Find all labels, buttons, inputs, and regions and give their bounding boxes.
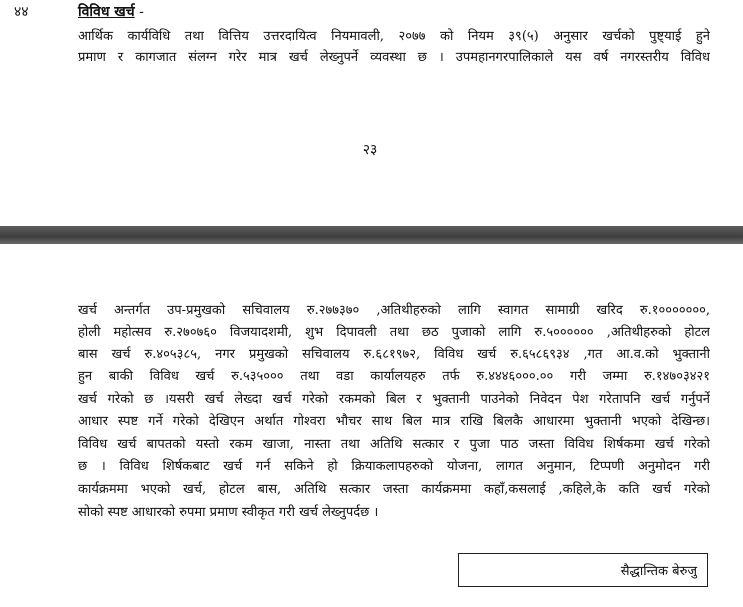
- body-line: खर्च गरेको छ ।यसरी खर्च लेख्दा खर्च गरेको रकमको बिल र भुक्तानी पाउनेको निवेदन पेश गरेतापनि खर्च गर्नुपर्ने: [78, 392, 710, 407]
- body-line: खर्च अन्तर्गत उप-प्रमुखको सचिवालय रु.२७७३७० ,अतिथीहरुको लागि स्वागत सामाग्री खरिद रु.१०००००००,: [78, 303, 710, 318]
- body-line-last: सोको स्पष्ट आधारको रुपमा प्रमाण स्वीकृत गरी खर्च लेख्नुपर्दछ ।: [78, 505, 379, 520]
- page-break-gap: [0, 226, 743, 244]
- section-heading-title: विविध खर्च: [78, 4, 135, 20]
- document-page-top: [0, 0, 743, 226]
- boxed-label: [458, 553, 708, 587]
- body-line: आधार स्पष्ट गर्ने गरेको देखिएन अर्थात गोश्वरा भौचर साथ बिल मात्र राखि बिलकै आधारमा भुक्तानी भएको देखिन्छ।: [78, 414, 710, 429]
- boxed-label-text: सैद्धान्तिक बेरुजु: [620, 564, 697, 579]
- body-line: हुन बाकी विविध खर्च रु.५३५००० तथा वडा कार्यालयहरु तर्फ रु.४४४६०००.०० गरी जम्मा रु.१४७०३४२१: [78, 369, 710, 384]
- body-line: होली महोत्सव रु.२७०७६० विजयादशमी, शुभ दिपावली तथा छठ पुजाको लागि रु.५०००००० ,अतिथीहरुको होटल: [78, 325, 710, 340]
- section-heading: [78, 2, 144, 21]
- section-heading-suffix: -: [134, 4, 144, 20]
- page-number: २३: [362, 142, 378, 158]
- body-line: कार्यक्रममा भएको खर्च, होटल बास, अतिथि सत्कार जस्ता कार्यक्रममा कहाँ,कसलाई ,कहिले,के कति खर्च गरेको: [78, 482, 710, 497]
- paragraph-number: ४४: [14, 4, 29, 20]
- body-line: बास खर्च रु.४०५३८५, नगर प्रमुखको सचिवालय रु.६८१९७२, विविध खर्च रु.६५८६९३४ ,गत आ.व.को भुक्तानी: [78, 347, 710, 362]
- body-line: छ । विविध शिर्षकबाट खर्च गर्न सकिने हो क्रियाकलापहरुको योजना, लागत अनुमान, टिप्पणी अनुमोदन गरी: [78, 459, 710, 474]
- body-line: आर्थिक कार्यविधि तथा वित्तिय उत्तरदायित्व नियमावली, २०७७ को नियम ३९(५) अनुसार खर्चको पुष्ट्याई हुने: [78, 29, 710, 44]
- body-line: प्रमाण र कागजात संलग्न गरेर मात्र खर्च लेख्नुपर्ने व्यवस्था छ । उपमहानगरपालिकाले यस वर्ष नगरस्तरीय विविध: [78, 50, 710, 65]
- body-line: विविध खर्च बापतको यस्तो रकम खाजा, नास्ता तथा अतिथि सत्कार र पुजा पाठ जस्ता विविध शिर्षकमा खर्च गरेको: [78, 437, 710, 452]
